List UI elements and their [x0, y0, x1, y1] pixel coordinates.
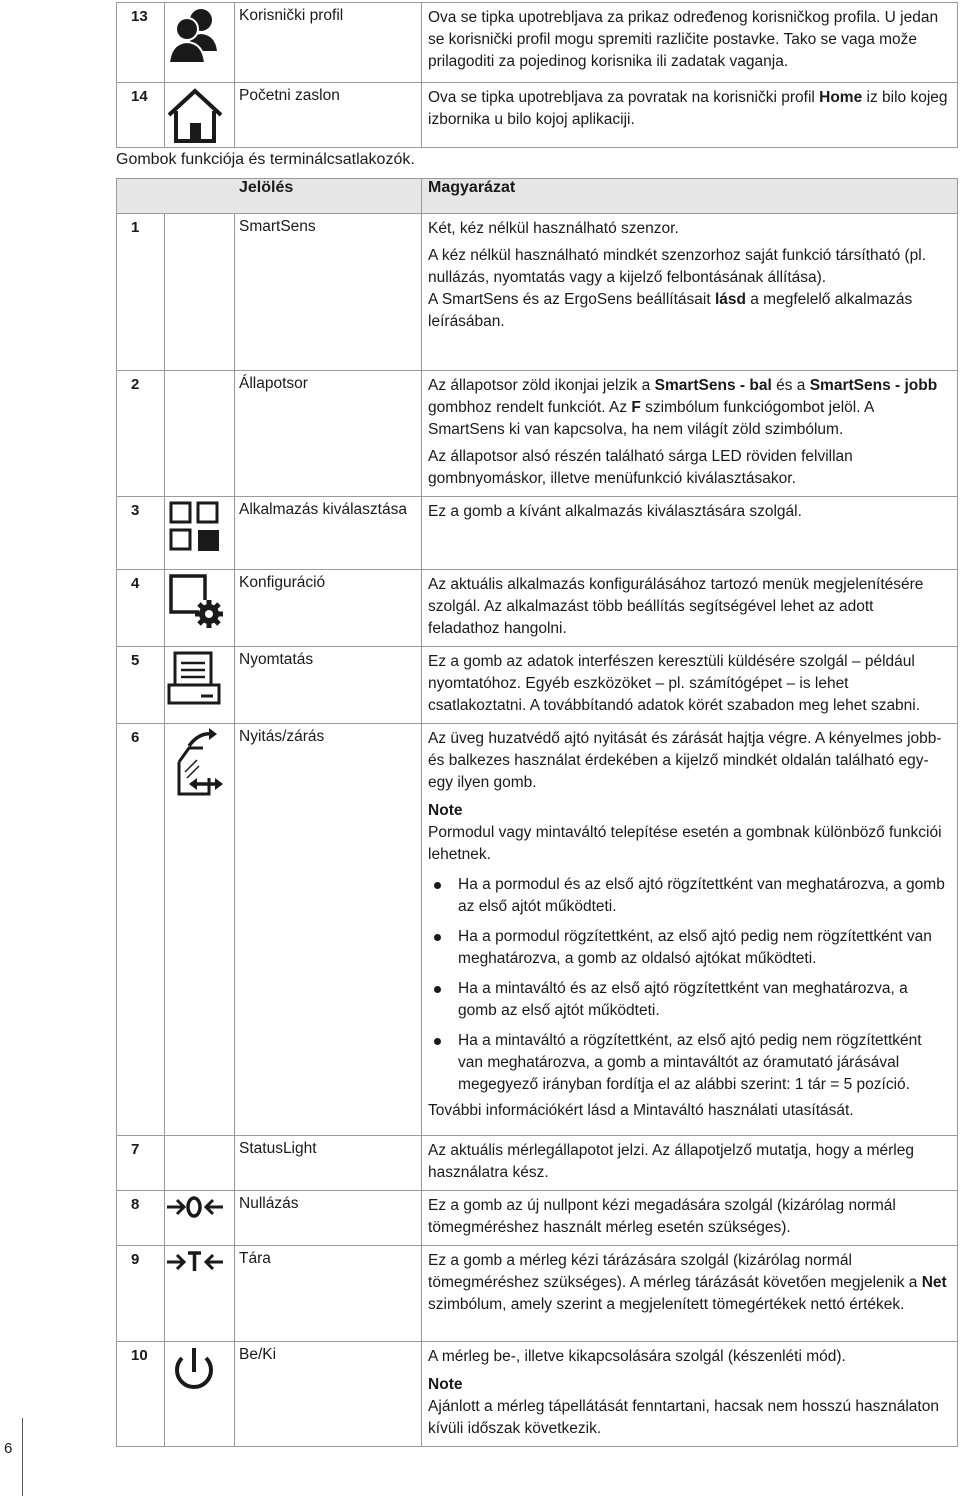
row-name: Be/Ki: [235, 1342, 422, 1447]
row-number: 14: [117, 83, 165, 148]
door-open-close-icon: [165, 724, 235, 1136]
table-row: [117, 570, 958, 647]
row-number: 4: [117, 570, 165, 647]
list-item: Ha a mintaváltó és az első ajtó rögzítettként van meghatározva, a gomb az első ajtót működteti.: [428, 978, 949, 1022]
row-number: 5: [117, 647, 165, 724]
row-name: Početni zaslon: [235, 83, 422, 148]
row-description: Ova se tipka upotrebljava za prikaz određenog korisničkog profila. U jedan se korisnički profil mogu spremiti različite postavke. Tako se vaga može prilagoditi za pojedinog korisnika ili zadatak vaganja.: [422, 3, 958, 83]
table-row: [117, 1342, 958, 1447]
table-row: [117, 3, 958, 83]
list-item: Ha a mintaváltó a rögzítettként, az első ajtó pedig nem rögzítettként van meghatározva, a gomb a mintaváltót az óramutató járásával megegyező irányban fordítja el az alábbi szerint: 1 tár = 5 pozíció.: [428, 1030, 949, 1096]
row-number: 2: [117, 371, 165, 497]
printer-icon: [165, 647, 235, 724]
row-number: 9: [117, 1246, 165, 1342]
row-name: Korisnički profil: [235, 3, 422, 83]
list-item: Ha a pormodul és az első ajtó rögzítettként van meghatározva, a gomb az első ajtót működteti.: [428, 874, 949, 918]
table-row: [117, 647, 958, 724]
table-caption: Gombok funkciója és terminálcsatlakozók.: [116, 151, 415, 168]
page-margin-line: [22, 1418, 23, 1496]
table-row: [117, 1246, 958, 1342]
user-profile-icon: [165, 3, 235, 83]
row-description: Ez a gomb a mérleg kézi tárázására szolgál (kizárólag normál tömegméréshez szükséges). A mérleg tárázását követően megjelenik a Net szimbólum, amely szerint a megjelenített tömegértékek nettó értékek.: [422, 1246, 958, 1342]
note-label: Note: [428, 1376, 463, 1393]
row-description: Ez a gomb az új nullpont kézi megadására szolgál (kizárólag normál tömegméréshez használt mérleg esetén szükséges).: [422, 1191, 958, 1246]
row-description: Két, kéz nélkül használható szenzor. A kéz nélkül használható mindkét szenzorhoz saját funkció társítható (pl. nullázás, nyomtatás vagy a kijelző felbontásának állítása). A SmartSens és az ErgoSens beállításait lásd a megfelelő alkalmazás leírásában.: [422, 214, 958, 371]
zero-icon: [165, 1191, 235, 1246]
top-table: [116, 2, 958, 148]
header-designation: Jelölés: [117, 179, 422, 214]
row-number: 7: [117, 1136, 165, 1191]
header-explanation: Magyarázat: [422, 179, 958, 214]
table-row: [117, 83, 958, 148]
tare-icon: [165, 1246, 235, 1342]
row-number: 3: [117, 497, 165, 570]
configuration-icon: [165, 570, 235, 647]
row-description: Ova se tipka upotrebljava za povratak na korisnički profil Home iz bilo kojeg izbornika u bilo kojoj aplikaciji.: [422, 83, 958, 148]
table-header: [117, 179, 958, 214]
table-row: [117, 1136, 958, 1191]
power-icon: [165, 1342, 235, 1447]
row-description: Az állapotsor zöld ikonjai jelzik a SmartSens - bal és a SmartSens - jobb gombhoz rendelt funkciót. Az F szimbólum funkciógombot jelöl. A SmartSens ki van kapcsolva, ha nem világít zöld szimbólum. Az állapotsor alsó részén található sárga LED röviden felvillan gombnyomáskor, illetve menüfunkció kiválasztásakor.: [422, 371, 958, 497]
row-description: Az aktuális mérlegállapotot jelzi. Az állapotjelző mutatja, hogy a mérleg használatra kész.: [422, 1136, 958, 1191]
row-number: 8: [117, 1191, 165, 1246]
list-item: Ha a pormodul rögzítettként, az első ajtó pedig nem rögzítettként van meghatározva, a gomb az oldalsó ajtókat működteti.: [428, 926, 949, 970]
row-name: Nyitás/zárás: [235, 724, 422, 1136]
table-row: [117, 724, 958, 1136]
row-name: Állapotsor: [235, 371, 422, 497]
row-number: 10: [117, 1342, 165, 1447]
row-name: SmartSens: [235, 214, 422, 371]
row-number: 6: [117, 724, 165, 1136]
row-description: Ez a gomb a kívánt alkalmazás kiválasztására szolgál.: [422, 497, 958, 570]
row-name: StatusLight: [235, 1136, 422, 1191]
row-name: Nyomtatás: [235, 647, 422, 724]
row-description: Az üveg huzatvédő ajtó nyitását és zárását hajtja végre. A kényelmes jobb- és balkezes használat érdekében a kijelző mindkét oldalán található egy-egy ilyen gomb. Note Pormodul vagy mintaváltó telepítése esetén a gombnak különböző funkciói lehetnek. Ha a pormodul és az első ajtó rögzítettként van meghatározva, a gomb az első ajtót működteti. Ha a pormodul rögzítettként, az első ajtó pedig nem rögzítettként van meghatározva, a gomb az oldalsó ajtókat működteti. Ha a mintaváltó és az első ajtó rögzítettként van meghatározva, a gomb az első ajtót működteti. Ha a mintaváltó a rögzítettként, az első ajtó pedig nem rögzítettként van meghatározva, a gomb a mintaváltót az óramutató járásával megegyező irányban fordítja el az alábbi szerint: 1 tár = 5 pozíció. További információkért lásd a Mintaváltó használati utasítását.: [422, 724, 958, 1136]
home-icon: [165, 83, 235, 148]
table-row: [117, 1191, 958, 1246]
row-name: Tára: [235, 1246, 422, 1342]
row-number: 1: [117, 214, 165, 371]
table-row: [117, 371, 958, 497]
table-row: [117, 214, 958, 371]
row-name: Konfiguráció: [235, 570, 422, 647]
table-row: [117, 497, 958, 570]
page-number: 6: [4, 1440, 13, 1457]
note-label: Note: [428, 802, 463, 819]
row-number: 13: [117, 3, 165, 83]
row-description: Az aktuális alkalmazás konfigurálásához tartozó menük megjelenítésére szolgál. Az alkalmazást több beállítás segítségével lehet az adott feladathoz hangolni.: [422, 570, 958, 647]
row-name: Alkalmazás kiválasztása: [235, 497, 422, 570]
row-description: Ez a gomb az adatok interfészen keresztüli küldésére szolgál – például nyomtatóhoz. Egyéb eszközöket – pl. számítógépet – is lehet csatlakoztatni. A továbbítandó adatok körét szabadon meg lehet szabni.: [422, 647, 958, 724]
app-select-icon: [165, 497, 235, 570]
row-name: Nullázás: [235, 1191, 422, 1246]
buttons-table: [116, 178, 958, 1447]
bullet-list: [428, 874, 949, 1096]
row-description: A mérleg be-, illetve kikapcsolására szolgál (készenléti mód). Note Ajánlott a mérleg tápellátását fenntartani, hacsak nem hosszú használaton kívüli időszak következik.: [422, 1342, 958, 1447]
